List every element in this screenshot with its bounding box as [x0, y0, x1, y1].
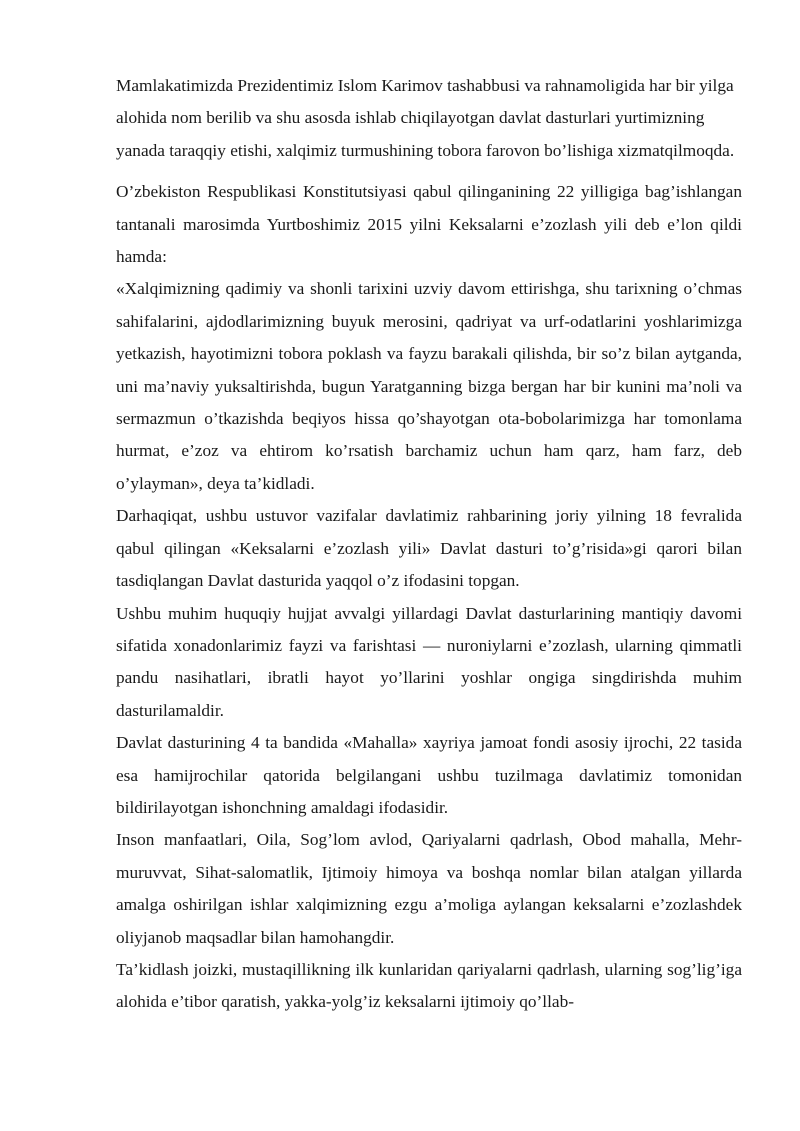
paragraph-7: Inson manfaatlari, Oila, Sog’lom avlod, Qariyalarni qadrlash, Obod mahalla, Mehr-muruvvat, Sihat-salomatlik, Ijtimoiy himoya va boshqa nomlar bilan atalgan yillarda amalga oshirilgan ishlar xalqimizning ezgu a’moliga aylangan keksalarni e’zozlashdek oliyjanob maqsadlar bilan hamohangdir.: [116, 830, 742, 947]
document-page: [116, 70, 742, 1019]
paragraph-4: Darhaqiqat, ushbu ustuvor vazifalar davlatimiz rahbarining joriy yilning 18 fevralida qabul qilingan «Keksalarni e’zozlash yili» Davlat dasturi to’g’risida»gi qarori bilan tasdiqlangan Davlat dasturida yaqqol o’z ifodasini topgan.: [116, 506, 742, 591]
paragraph-2: O’zbekiston Respublikasi Konstitutsiyasi qabul qilinganining 22 yilligiga bag’ishlangan tantanali marosimda Yurtboshimiz 2015 yilni Keksalarni e’zozlash yili deb e’lon qildi hamda:: [116, 182, 742, 267]
paragraph-1: Mamlakatimizda Prezidentimiz Islom Karimov tashabbusi va rahnamoligida har bir yilga alohida nom berilib va shu asosda ishlab chiqilayotgan davlat dasturlari yurtimizning yanada taraqqiy etishi, xalqimiz turmushining tobora farovon bo’lishiga xizmatqilmoqda.: [116, 76, 735, 160]
paragraph-6: Davlat dasturining 4 ta bandida «Mahalla» xayriya jamoat fondi asosiy ijrochi, 22 tasida esa hamijrochilar qatorida belgilangani ushbu tuzilmaga davlatimiz tomonidan bildirilayotgan ishonchning amaldagi ifodasidir.: [116, 733, 742, 817]
paragraph-5: Ushbu muhim huquqiy hujjat avvalgi yillardagi Davlat dasturlarining mantiqiy davomi sifatida xonadonlarimiz fayzi va farishtasi — nuroniylarni e’zozlash, ularning qimmatli pandu nasihatlari, ibratli hayot yo’llarini yoshlar ongiga singdirishda muhim dasturilamaldir.: [116, 603, 742, 720]
paragraph-8: Ta’kidlash joizki, mustaqillikning ilk kunlaridan qariyalarni qadrlash, ularning sog’lig’iga alohida e’tibor qaratish, yakka-yolg’iz keksalarni ijtimoiy qo’llab-: [116, 959, 742, 1012]
paragraph-3-quote: «Xalqimizning qadimiy va shonli tarixini uzviy davom ettirishga, shu tarixning o’chmas sahifalarini, ajdodlarimizning buyuk merosini, qadriyat va urf-odatlarini yoshlarimizga yetkazish, hayotimizni tobora poklash va fayzu barakali qilishda, bir so’z bilan aytganda, uni ma’naviy yuksaltirishda, bugun Yaratganning bizga bergan har bir kunini ma’noli va sermazmun o’tkazishda beqiyos hissa qo’shayotgan ota-bobolarimizga har tomonlama hurmat, e’zoz va ehtirom ko’rsatish barchamiz uchun ham qarz, ham farz, deb o’ylayman», deya ta’kidladi.: [116, 279, 742, 493]
